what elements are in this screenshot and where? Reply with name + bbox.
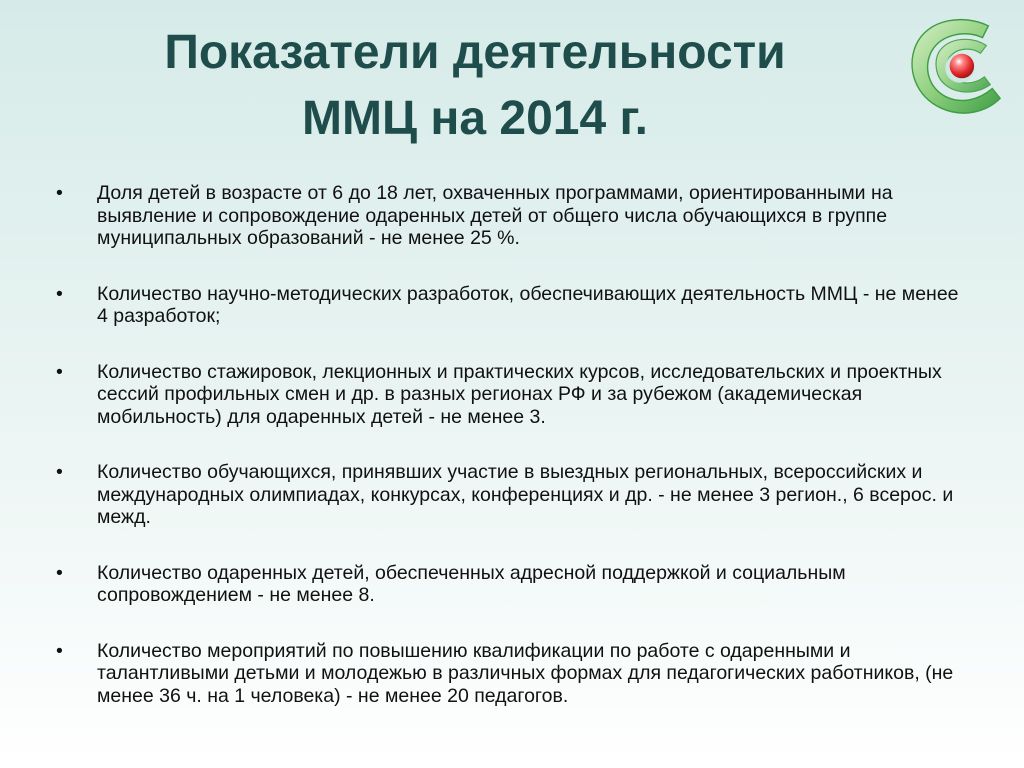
bullet-marker: • [56,561,63,584]
bullet-marker: • [56,282,63,305]
list-item [52,640,972,708]
bullet-text: Количество обучающихся, принявших участие в выездных региональных, всероссийских и международных олимпиадах, конкурсах, конференциях и др. - не менее 3 регион., 6 всерос. и межд. [97,461,954,528]
bullet-marker: • [56,639,63,662]
list-item [52,562,972,607]
list-item [52,283,972,328]
ring-logo-icon [906,16,1004,120]
page-title [60,20,890,152]
bullet-marker: • [56,360,63,383]
bullet-marker: • [56,461,63,483]
title-line-2: ММЦ на 2014 г. [301,92,649,145]
bullet-text: Количество одаренных детей, обеспеченных адресной поддержкой и социальным сопровождением - не менее 8. [97,561,846,606]
list-item [52,182,972,250]
title-line-1: Показатели деятельности [164,26,786,79]
list-item [52,361,972,429]
bullet-list [52,182,972,740]
bullet-marker: • [56,182,63,204]
bullet-text: Количество научно-методических разработок, обеспечивающих деятельность ММЦ - не менее 4 разработок; [97,282,959,327]
list-item [52,461,972,529]
bullet-text: Доля детей в возрасте от 6 до 18 лет, охваченных программами, ориентированными на выявление и сопровождение одаренных детей от общего числа обучающихся в группе муниципальных образований - не менее 25 %. [97,182,893,249]
bullet-text: Количество мероприятий по повышению квалификации по работе с одаренными и талантливыми детьми и молодежью в различных формах для педагогических работников, (не менее 36 ч. на 1 человека) - не менее 20 педагогов. [97,639,954,707]
bullet-text: Количество стажировок, лекционных и практических курсов, исследовательских и проектных сессий профильных смен и др. в разных регионах РФ и за рубежом (академическая мобильность) для одаренных детей - не менее 3. [97,360,942,428]
